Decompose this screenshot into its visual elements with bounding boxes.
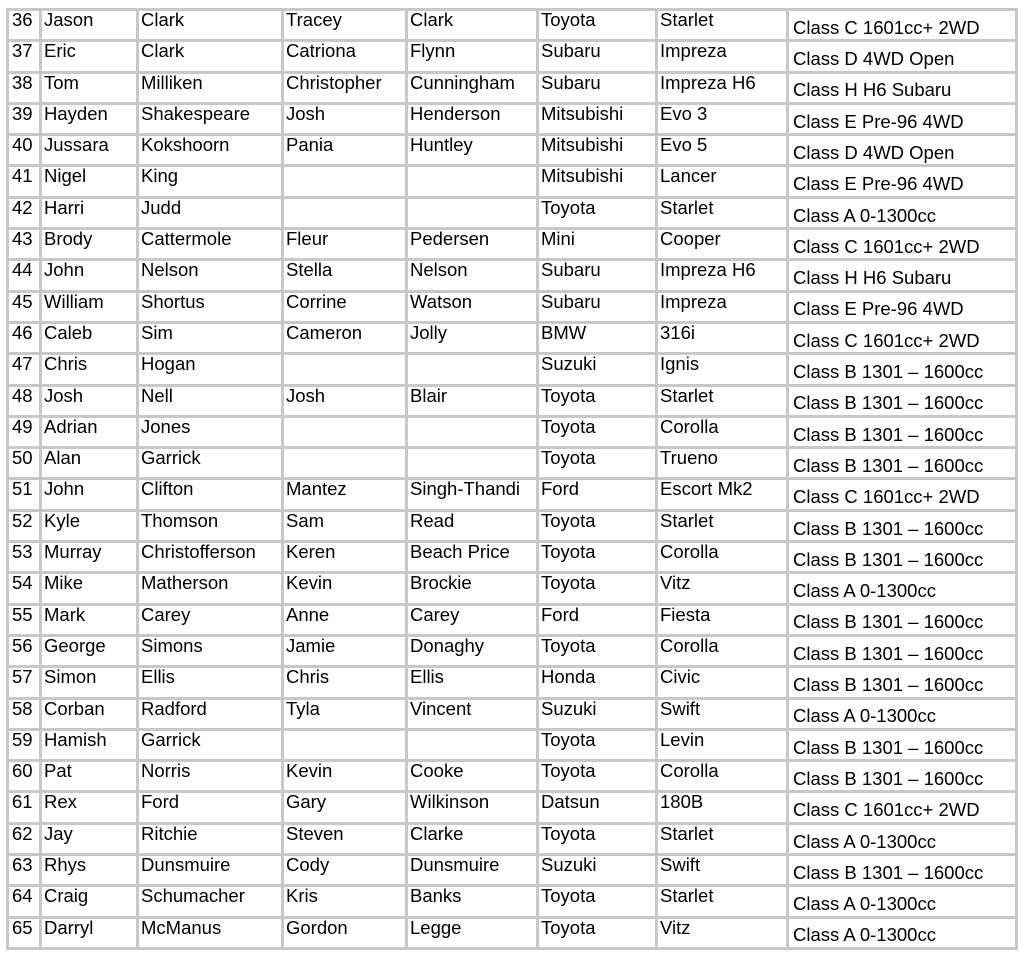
table-row (9, 261, 1015, 289)
table-row (9, 324, 1015, 352)
codriver-first-name (284, 355, 405, 383)
car-class: Class H H6 Subaru (789, 74, 1015, 102)
car-model: Impreza (658, 42, 786, 70)
car-make: Mitsubishi (539, 105, 655, 133)
car-class: Class A 0-1300cc (789, 199, 1015, 227)
codriver-first-name: Catriona (284, 42, 405, 70)
driver-first-name: Craig (42, 887, 136, 915)
entry-number: 47 (9, 355, 39, 383)
car-class: Class A 0-1300cc (789, 825, 1015, 853)
codriver-last-name: Beach Price (408, 543, 536, 571)
codriver-last-name: Vincent (408, 700, 536, 728)
driver-first-name: Mark (42, 606, 136, 634)
driver-last-name: Garrick (139, 449, 281, 477)
car-model: Swift (658, 856, 786, 884)
driver-first-name: Simon (42, 668, 136, 696)
driver-last-name: Dunsmuire (139, 856, 281, 884)
car-class: Class C 1601cc+ 2WD (789, 324, 1015, 352)
car-model: Starlet (658, 11, 786, 39)
car-make: Subaru (539, 261, 655, 289)
entry-number: 45 (9, 293, 39, 321)
driver-last-name: Radford (139, 700, 281, 728)
car-class: Class A 0-1300cc (789, 887, 1015, 915)
codriver-last-name (408, 199, 536, 227)
car-make: Toyota (539, 574, 655, 602)
codriver-first-name: Keren (284, 543, 405, 571)
car-class: Class B 1301 – 1600cc (789, 637, 1015, 665)
codriver-last-name: Nelson (408, 261, 536, 289)
table-row (9, 731, 1015, 759)
car-model: Levin (658, 731, 786, 759)
entry-number: 64 (9, 887, 39, 915)
entry-number: 55 (9, 606, 39, 634)
driver-first-name: Rhys (42, 856, 136, 884)
codriver-last-name: Flynn (408, 42, 536, 70)
entry-rows (9, 11, 1015, 947)
car-class: Class H H6 Subaru (789, 261, 1015, 289)
driver-last-name: Garrick (139, 731, 281, 759)
codriver-first-name (284, 199, 405, 227)
driver-first-name: Caleb (42, 324, 136, 352)
driver-last-name: Nell (139, 387, 281, 415)
driver-first-name: John (42, 480, 136, 508)
codriver-last-name (408, 449, 536, 477)
driver-last-name: Clark (139, 42, 281, 70)
codriver-last-name: Cooke (408, 762, 536, 790)
car-make: Subaru (539, 42, 655, 70)
car-model: Cooper (658, 230, 786, 258)
entry-number: 40 (9, 136, 39, 164)
codriver-first-name: Jamie (284, 637, 405, 665)
codriver-last-name: Read (408, 512, 536, 540)
codriver-first-name (284, 731, 405, 759)
car-class: Class A 0-1300cc (789, 919, 1015, 947)
car-model: Fiesta (658, 606, 786, 634)
entry-number: 60 (9, 762, 39, 790)
car-make: Toyota (539, 919, 655, 947)
codriver-last-name: Ellis (408, 668, 536, 696)
table-row (9, 762, 1015, 790)
car-model: Evo 5 (658, 136, 786, 164)
car-make: Subaru (539, 74, 655, 102)
car-class: Class B 1301 – 1600cc (789, 418, 1015, 446)
entry-number: 50 (9, 449, 39, 477)
table-row (9, 387, 1015, 415)
codriver-last-name: Dunsmuire (408, 856, 536, 884)
car-model: Corolla (658, 762, 786, 790)
driver-first-name: Jussara (42, 136, 136, 164)
codriver-first-name: Kevin (284, 574, 405, 602)
entry-number: 56 (9, 637, 39, 665)
driver-first-name: Alan (42, 449, 136, 477)
driver-last-name: Ellis (139, 668, 281, 696)
car-make: Suzuki (539, 700, 655, 728)
driver-last-name: Ritchie (139, 825, 281, 853)
codriver-first-name: Chris (284, 668, 405, 696)
driver-last-name: Shakespeare (139, 105, 281, 133)
table-row (9, 637, 1015, 665)
codriver-last-name: Blair (408, 387, 536, 415)
codriver-last-name (408, 355, 536, 383)
car-class: Class D 4WD Open (789, 42, 1015, 70)
codriver-first-name: Cameron (284, 324, 405, 352)
car-make: Honda (539, 668, 655, 696)
codriver-first-name: Christopher (284, 74, 405, 102)
codriver-last-name: Huntley (408, 136, 536, 164)
driver-first-name: Darryl (42, 919, 136, 947)
driver-last-name: Hogan (139, 355, 281, 383)
table-row (9, 293, 1015, 321)
car-model: Corolla (658, 543, 786, 571)
table-row (9, 856, 1015, 884)
driver-first-name: Josh (42, 387, 136, 415)
codriver-last-name: Wilkinson (408, 793, 536, 821)
table-row (9, 42, 1015, 70)
codriver-last-name (408, 167, 536, 195)
car-make: Toyota (539, 449, 655, 477)
car-make: Toyota (539, 418, 655, 446)
table-row (9, 199, 1015, 227)
codriver-last-name: Cunningham (408, 74, 536, 102)
entry-number: 48 (9, 387, 39, 415)
table-row (9, 355, 1015, 383)
car-model: Impreza (658, 293, 786, 321)
driver-last-name: King (139, 167, 281, 195)
driver-first-name: Harri (42, 199, 136, 227)
car-class: Class B 1301 – 1600cc (789, 668, 1015, 696)
driver-first-name: George (42, 637, 136, 665)
car-make: Toyota (539, 731, 655, 759)
codriver-first-name: Anne (284, 606, 405, 634)
codriver-first-name: Gordon (284, 919, 405, 947)
entry-number: 49 (9, 418, 39, 446)
car-model: Starlet (658, 199, 786, 227)
driver-first-name: Adrian (42, 418, 136, 446)
car-model: 180B (658, 793, 786, 821)
entry-number: 43 (9, 230, 39, 258)
codriver-first-name: Tyla (284, 700, 405, 728)
entry-number: 62 (9, 825, 39, 853)
car-make: Toyota (539, 887, 655, 915)
driver-last-name: Kokshoorn (139, 136, 281, 164)
car-model: Ignis (658, 355, 786, 383)
driver-last-name: Clifton (139, 480, 281, 508)
driver-last-name: Cattermole (139, 230, 281, 258)
table-row (9, 700, 1015, 728)
table-row (9, 825, 1015, 853)
car-class: Class B 1301 – 1600cc (789, 731, 1015, 759)
codriver-last-name: Clarke (408, 825, 536, 853)
entry-number: 58 (9, 700, 39, 728)
car-class: Class B 1301 – 1600cc (789, 856, 1015, 884)
driver-first-name: Kyle (42, 512, 136, 540)
car-class: Class C 1601cc+ 2WD (789, 480, 1015, 508)
codriver-last-name: Singh-Thandi (408, 480, 536, 508)
driver-first-name: Corban (42, 700, 136, 728)
codriver-first-name (284, 418, 405, 446)
table-row (9, 74, 1015, 102)
car-model: Impreza H6 (658, 74, 786, 102)
driver-first-name: Jason (42, 11, 136, 39)
entry-number: 37 (9, 42, 39, 70)
driver-last-name: Sim (139, 324, 281, 352)
codriver-first-name: Fleur (284, 230, 405, 258)
entry-number: 63 (9, 856, 39, 884)
entry-number: 59 (9, 731, 39, 759)
car-model: Evo 3 (658, 105, 786, 133)
car-make: Ford (539, 480, 655, 508)
codriver-last-name (408, 731, 536, 759)
codriver-first-name: Mantez (284, 480, 405, 508)
driver-first-name: Hamish (42, 731, 136, 759)
entry-number: 36 (9, 11, 39, 39)
car-make: Mini (539, 230, 655, 258)
car-class: Class B 1301 – 1600cc (789, 762, 1015, 790)
entry-number: 39 (9, 105, 39, 133)
car-class: Class E Pre-96 4WD (789, 105, 1015, 133)
car-class: Class C 1601cc+ 2WD (789, 230, 1015, 258)
codriver-first-name: Kevin (284, 762, 405, 790)
codriver-last-name: Donaghy (408, 637, 536, 665)
table-row (9, 919, 1015, 947)
driver-last-name: Carey (139, 606, 281, 634)
car-make: Toyota (539, 512, 655, 540)
car-model: Impreza H6 (658, 261, 786, 289)
driver-first-name: Jay (42, 825, 136, 853)
car-class: Class A 0-1300cc (789, 700, 1015, 728)
car-make: BMW (539, 324, 655, 352)
table-row (9, 543, 1015, 571)
driver-first-name: Hayden (42, 105, 136, 133)
car-model: Corolla (658, 418, 786, 446)
car-make: Toyota (539, 11, 655, 39)
car-class: Class C 1601cc+ 2WD (789, 11, 1015, 39)
driver-last-name: Jones (139, 418, 281, 446)
entry-number: 52 (9, 512, 39, 540)
codriver-last-name: Brockie (408, 574, 536, 602)
table-row (9, 11, 1015, 39)
car-model: 316i (658, 324, 786, 352)
table-row (9, 136, 1015, 164)
table-row (9, 230, 1015, 258)
car-make: Suzuki (539, 856, 655, 884)
codriver-first-name: Stella (284, 261, 405, 289)
codriver-last-name: Jolly (408, 324, 536, 352)
driver-last-name: Shortus (139, 293, 281, 321)
car-class: Class B 1301 – 1600cc (789, 512, 1015, 540)
car-make: Toyota (539, 199, 655, 227)
driver-last-name: Ford (139, 793, 281, 821)
table-row (9, 418, 1015, 446)
codriver-first-name: Josh (284, 105, 405, 133)
car-make: Ford (539, 606, 655, 634)
driver-last-name: Clark (139, 11, 281, 39)
driver-last-name: Simons (139, 637, 281, 665)
driver-first-name: Mike (42, 574, 136, 602)
codriver-last-name: Clark (408, 11, 536, 39)
codriver-first-name: Steven (284, 825, 405, 853)
table-row (9, 574, 1015, 602)
driver-first-name: Chris (42, 355, 136, 383)
driver-first-name: Pat (42, 762, 136, 790)
driver-first-name: Rex (42, 793, 136, 821)
driver-last-name: McManus (139, 919, 281, 947)
car-class: Class B 1301 – 1600cc (789, 606, 1015, 634)
table-row (9, 668, 1015, 696)
car-model: Trueno (658, 449, 786, 477)
car-make: Toyota (539, 543, 655, 571)
codriver-first-name (284, 449, 405, 477)
driver-first-name: Eric (42, 42, 136, 70)
entry-number: 44 (9, 261, 39, 289)
driver-last-name: Nelson (139, 261, 281, 289)
table-row (9, 105, 1015, 133)
driver-last-name: Thomson (139, 512, 281, 540)
car-model: Vitz (658, 574, 786, 602)
codriver-first-name: Sam (284, 512, 405, 540)
car-model: Starlet (658, 387, 786, 415)
table-row (9, 167, 1015, 195)
car-class: Class B 1301 – 1600cc (789, 449, 1015, 477)
codriver-first-name: Gary (284, 793, 405, 821)
codriver-last-name: Legge (408, 919, 536, 947)
driver-first-name: Nigel (42, 167, 136, 195)
entry-number: 38 (9, 74, 39, 102)
car-class: Class C 1601cc+ 2WD (789, 793, 1015, 821)
car-model: Lancer (658, 167, 786, 195)
car-make: Toyota (539, 387, 655, 415)
codriver-first-name: Kris (284, 887, 405, 915)
entry-number: 54 (9, 574, 39, 602)
car-make: Mitsubishi (539, 136, 655, 164)
car-model: Starlet (658, 512, 786, 540)
entry-number: 61 (9, 793, 39, 821)
entry-number: 51 (9, 480, 39, 508)
driver-first-name: Brody (42, 230, 136, 258)
car-make: Toyota (539, 825, 655, 853)
driver-last-name: Milliken (139, 74, 281, 102)
car-class: Class A 0-1300cc (789, 574, 1015, 602)
car-class: Class E Pre-96 4WD (789, 293, 1015, 321)
car-make: Subaru (539, 293, 655, 321)
car-model: Escort Mk2 (658, 480, 786, 508)
entry-number: 42 (9, 199, 39, 227)
codriver-first-name: Corrine (284, 293, 405, 321)
entry-number: 46 (9, 324, 39, 352)
driver-last-name: Schumacher (139, 887, 281, 915)
car-class: Class D 4WD Open (789, 136, 1015, 164)
car-model: Corolla (658, 637, 786, 665)
driver-first-name: William (42, 293, 136, 321)
driver-last-name: Christofferson (139, 543, 281, 571)
car-make: Mitsubishi (539, 167, 655, 195)
car-class: Class B 1301 – 1600cc (789, 355, 1015, 383)
table-row (9, 512, 1015, 540)
table-row (9, 887, 1015, 915)
driver-last-name: Norris (139, 762, 281, 790)
table-row (9, 449, 1015, 477)
driver-last-name: Matherson (139, 574, 281, 602)
car-make: Toyota (539, 637, 655, 665)
entry-list-table (6, 8, 1018, 950)
car-model: Starlet (658, 825, 786, 853)
codriver-last-name: Banks (408, 887, 536, 915)
codriver-last-name: Henderson (408, 105, 536, 133)
codriver-first-name: Tracey (284, 11, 405, 39)
table-row (9, 793, 1015, 821)
entry-number: 57 (9, 668, 39, 696)
driver-first-name: Murray (42, 543, 136, 571)
entry-number: 65 (9, 919, 39, 947)
codriver-last-name: Pedersen (408, 230, 536, 258)
car-model: Starlet (658, 887, 786, 915)
car-make: Toyota (539, 762, 655, 790)
car-model: Civic (658, 668, 786, 696)
codriver-first-name: Josh (284, 387, 405, 415)
codriver-last-name: Watson (408, 293, 536, 321)
driver-first-name: Tom (42, 74, 136, 102)
car-class: Class E Pre-96 4WD (789, 167, 1015, 195)
entry-number: 53 (9, 543, 39, 571)
table-row (9, 480, 1015, 508)
driver-first-name: John (42, 261, 136, 289)
codriver-first-name (284, 167, 405, 195)
codriver-first-name: Pania (284, 136, 405, 164)
driver-last-name: Judd (139, 199, 281, 227)
car-make: Datsun (539, 793, 655, 821)
codriver-first-name: Cody (284, 856, 405, 884)
table-row (9, 606, 1015, 634)
car-model: Vitz (658, 919, 786, 947)
car-class: Class B 1301 – 1600cc (789, 387, 1015, 415)
codriver-last-name: Carey (408, 606, 536, 634)
car-model: Swift (658, 700, 786, 728)
codriver-last-name (408, 418, 536, 446)
car-make: Suzuki (539, 355, 655, 383)
car-class: Class B 1301 – 1600cc (789, 543, 1015, 571)
entry-number: 41 (9, 167, 39, 195)
